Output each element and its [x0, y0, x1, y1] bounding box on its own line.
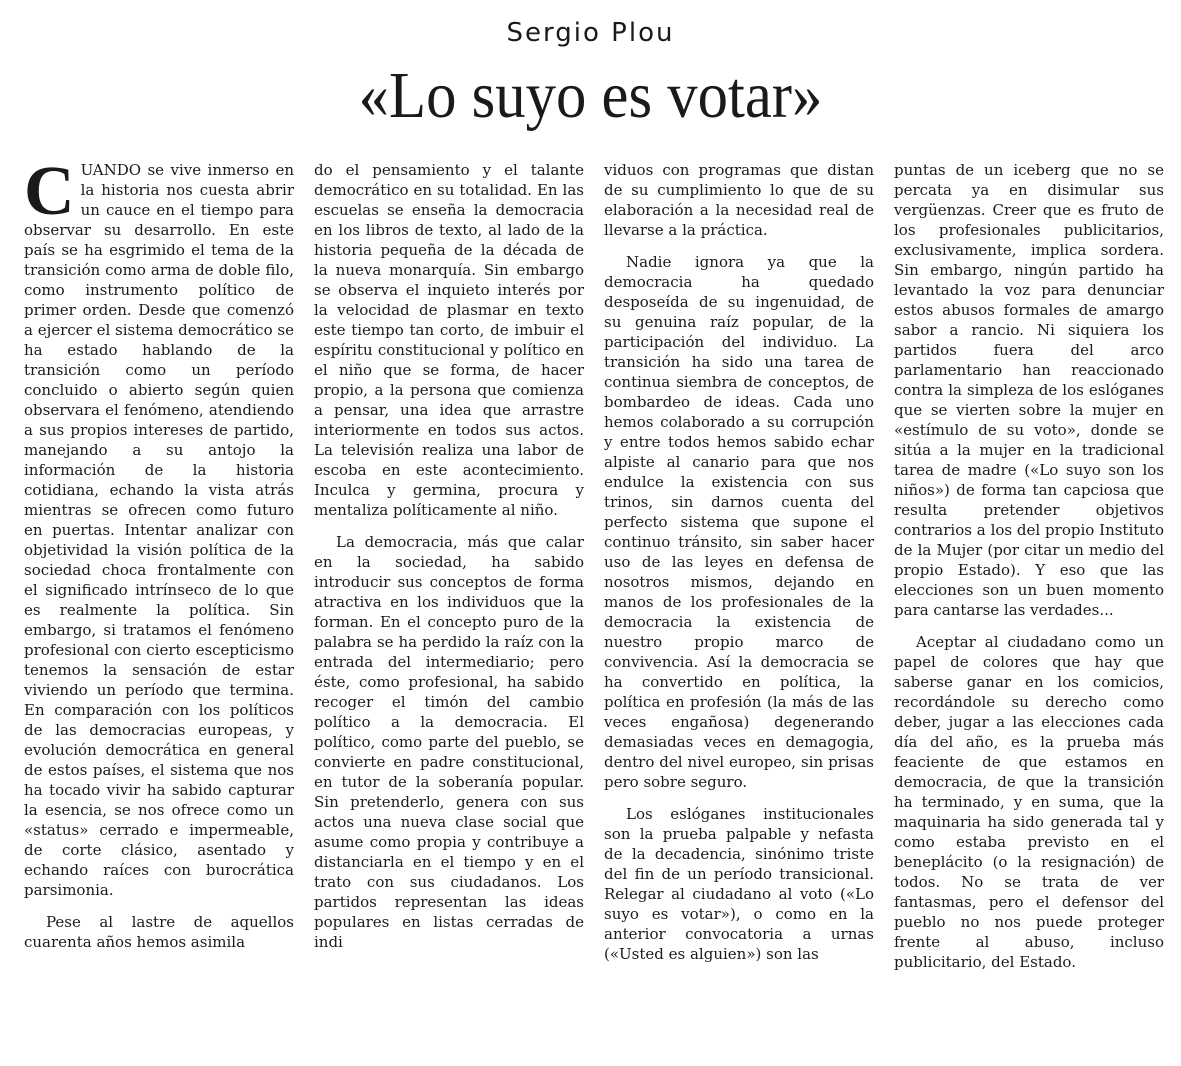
paragraph: Pese al lastre de aquellos cuarenta años hemos asimila — [24, 913, 294, 951]
headline: «Lo suyo es votar» — [358, 59, 823, 132]
paragraph: Los eslóganes institucionales son la prueba palpable y nefasta de la decadencia, sinónimo triste del fin de un período transicional. Relegar al ciudadano al voto («Lo suyo es votar»), o como en la anterior convocatoria a urnas («Usted es alguien») son las — [604, 805, 874, 963]
column-3 — [604, 160, 874, 1050]
paragraph: puntas de un iceberg que no se percata ya en disimular sus vergüenzas. Creer que es fruto de los profesionales publicitarios, exclusivamente, implica sordera. Sin embargo, ningún partido ha levantado la voz para denunciar estos abusos formales de amargo sabor a rancio. Ni siquiera los partidos fuera del arco parlamentario han reaccionado contra la simpleza de los eslóganes que se vierten sobre la mujer en «estímulo de su voto», donde se sitúa a la mujer en la tradicional tarea de madre («Lo suyo son los niños») de forma tan capciosa que resulta pretender objetivos contrarios a los del propio Instituto de la Mujer (por citar un medio del propio Estado). Y eso que las elecciones son un buen momento para cantarse las verdades... — [894, 161, 1164, 619]
paragraph — [24, 160, 294, 900]
paragraph: viduos con programas que distan de su cumplimiento lo que de su elaboración a la necesidad real de llevarse a la práctica. — [604, 161, 874, 239]
column-2 — [314, 160, 584, 1050]
paragraph: La democracia, más que calar en la sociedad, ha sabido introducir sus conceptos de forma atractiva en los individuos que la forman. En el concepto puro de la palabra se ha perdido la raíz con la entrada del intermediario; pero éste, como profesional, ha sabido recoger el timón del cambio político a la democracia. El político, como parte del pueblo, se convierte en padre constitucional, en tutor de la soberanía popular. Sin pretenderlo, genera con sus actos una nueva clase social que asume como propia y contribuye a distanciarla en el tiempo y en el trato con sus ciudadanos. Los partidos representan las ideas populares en listas cerradas de indi — [314, 533, 584, 951]
paragraph: do el pensamiento y el talante democrático en su totalidad. En las escuelas se enseña la democracia en los libros de texto, al lado de la historia pequeña de la década de la nueva monarquía. Sin embargo se observa el inquieto interés por la velocidad de plasmar en texto este tiempo tan corto, de imbuir el espíritu constitucional y político en el niño que se forma, de hacer propio, a la persona que comienza a pensar, una idea que arrastre interiormente en todos sus actos. La televisión realiza una labor de escoba en este acontecimiento. Inculca y germina, procura y mentaliza políticamente al niño. — [314, 161, 584, 519]
column-4 — [894, 160, 1164, 1050]
byline: Sergio Plou — [506, 18, 675, 48]
drop-cap: C — [24, 160, 75, 230]
column-1 — [24, 160, 294, 1050]
article-body — [24, 160, 1164, 1050]
paragraph: Nadie ignora ya que la democracia ha quedado desposeída de su ingenuidad, de su genuina raíz popular, de la participación del individuo. La transición ha sido una tarea de continua siembra de conceptos, de bombardeo de ideas. Cada uno hemos colaborado a su corrupción y entre todos hemos sabido echar alpiste al canario para que nos endulce la existencia con sus trinos, sin darnos cuenta del perfecto sistema que supone el continuo tránsito, sin saber hacer uso de las leyes en defensa de nosotros mismos, dejando en manos de los profesionales de la democracia la existencia de nuestro propio marco de convivencia. Así la democracia se ha convertido en política, la política en profesión (la más de las veces engañosa) degenerando demasiadas veces en demagogia, dentro del nivel europeo, sin prisas pero sobre seguro. — [604, 253, 874, 791]
paragraph: Aceptar al ciudadano como un papel de colores que hay que saberse ganar en los comicios, recordándole su derecho como deber, jugar a las elecciones cada día del año, es la prueba más feaciente de que estamos en democracia, de que la transición ha terminado, y en suma, que la maquinaria ha sido generada tal y como estaba previsto en el beneplácito (o la resignación) de todos. No se trata de ver fantasmas, pero el defensor del pueblo no nos puede proteger frente al abuso, incluso publicitario, del Estado. — [894, 633, 1164, 971]
paragraph-text: UANDO se vive inmerso en la historia nos cuesta abrir un cauce en el tiempo para observar su desarrollo. En este país se ha esgrimido el tema de la transición como arma de doble filo, como instrumento político de primer orden. Desde que comenzó a ejercer el sistema democrático se ha estado hablando de la transición como un período concluido o abierto según quien observara el fenómeno, atendiendo a sus propios intereses de partido, manejando a su antojo la información de la historia cotidiana, echando la vista atrás mientras se ofrecen como futuro en puertas. Intentar analizar con objetividad la visión política de la sociedad choca frontalmente con el significado intrínseco de lo que es realmente la política. Sin embargo, si tratamos el fenómeno profesional con cierto escepticismo tenemos la sensación de estar viviendo un período que termina. En comparación con los políticos de las democracias europeas, y evolución democrática en general de estos países, el sistema que nos ha tocado vivir ha sabido capturar la esencia, se nos ofrece como un «status» cerrado e impermeable, de corte clásico, asentado y echando raíces con burocrática parsimonia. — [24, 161, 294, 899]
